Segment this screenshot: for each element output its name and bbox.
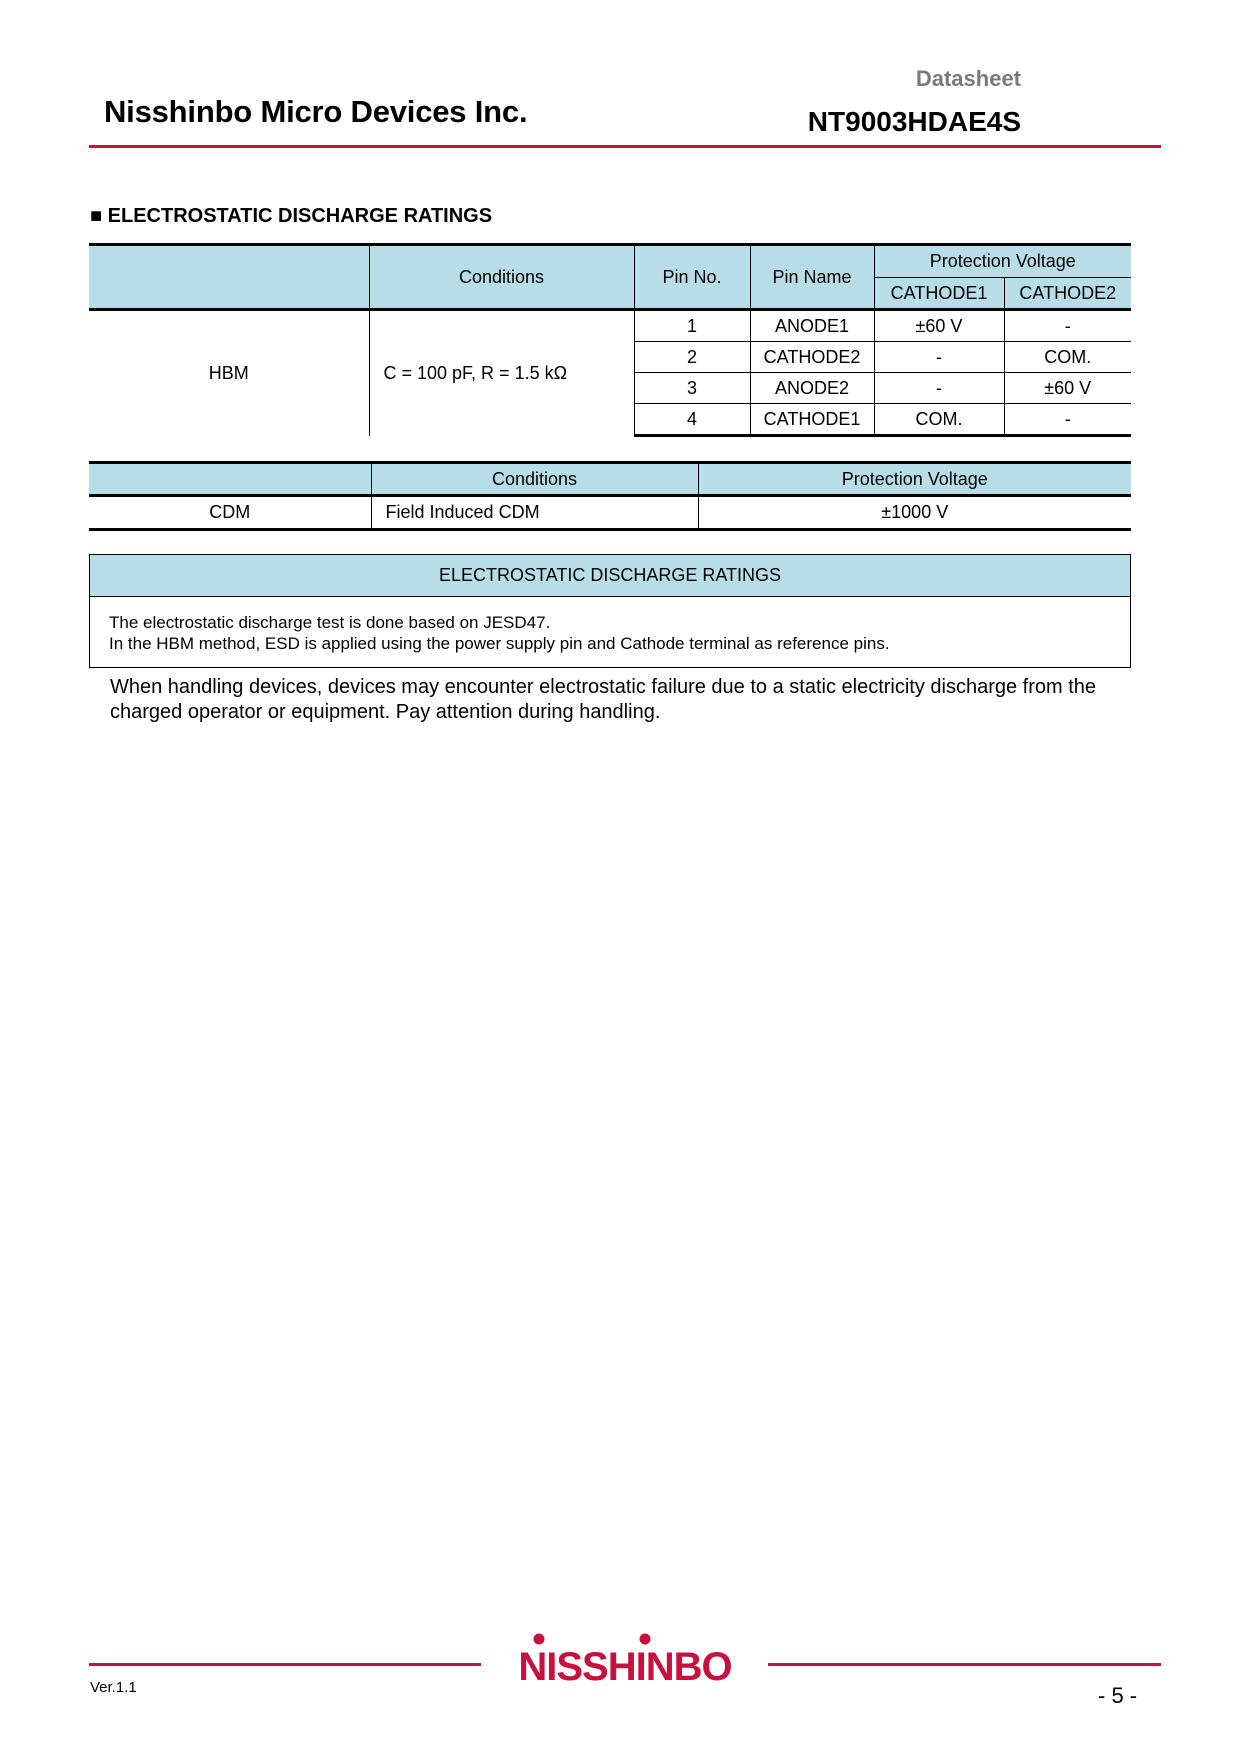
header-pin-no: Pin No. [634, 245, 750, 310]
nisshinbo-logo [515, 1630, 735, 1686]
handling-line: When handling devices, devices may encounter electrostatic failure due to a static electricity discharge from the [110, 676, 1097, 698]
header-blank-cell [89, 463, 371, 496]
header-conditions: Conditions [369, 245, 634, 310]
pin-no-cell: 3 [634, 373, 750, 404]
part-number: NT9003HDAE4S [807, 106, 1021, 137]
handling-line: charged operator or equipment. Pay attention during handling. [110, 701, 661, 723]
pin-no-cell: 4 [634, 404, 750, 436]
version-label: Ver.1.1 [90, 1679, 137, 1696]
header-protection-voltage: Protection Voltage [874, 245, 1131, 278]
header-pin-name: Pin Name [750, 245, 874, 310]
logo-text: NISSHINBO [518, 1645, 732, 1686]
pin-no-cell: 2 [634, 342, 750, 373]
cdm-conditions-cell: Field Induced CDM [371, 496, 698, 530]
company-name: Nisshinbo Micro Devices Inc. [104, 94, 528, 129]
header-cathode2: CATHODE2 [1004, 278, 1131, 310]
esd-note-box [89, 554, 1131, 668]
cathode2-cell: - [1004, 404, 1131, 436]
footer-divider-right [768, 1663, 1161, 1666]
hbm-conditions-cell: C = 100 pF, R = 1.5 kΩ [369, 310, 634, 436]
handling-paragraph [110, 675, 1150, 725]
cathode1-cell: - [874, 342, 1004, 373]
header-blank-cell [89, 245, 369, 310]
hbm-model-cell: HBM [89, 310, 369, 436]
cathode2-cell: COM. [1004, 342, 1131, 373]
header-divider [89, 145, 1161, 148]
header-conditions: Conditions [371, 463, 698, 496]
header-protection-voltage: Protection Voltage [698, 463, 1131, 496]
footer-divider-left [89, 1663, 481, 1666]
pin-name-cell: ANODE2 [750, 373, 874, 404]
header-cathode1: CATHODE1 [874, 278, 1004, 310]
note-body [90, 597, 1130, 654]
cdm-voltage-cell: ±1000 V [698, 496, 1131, 530]
hbm-esd-table [89, 243, 1131, 437]
table-row [89, 496, 1131, 530]
page-number: - 5 - [1098, 1683, 1138, 1708]
cathode2-cell: - [1004, 310, 1131, 342]
document-type-label: Datasheet [915, 66, 1021, 91]
cathode1-cell: ±60 V [874, 310, 1004, 342]
pin-name-cell: ANODE1 [750, 310, 874, 342]
cathode2-cell: ±60 V [1004, 373, 1131, 404]
pin-name-cell: CATHODE2 [750, 342, 874, 373]
note-title: ELECTROSTATIC DISCHARGE RATINGS [90, 555, 1130, 597]
cathode1-cell: COM. [874, 404, 1004, 436]
note-line: In the HBM method, ESD is applied using the power supply pin and Cathode terminal as reference pins. [109, 634, 890, 653]
table-row [89, 310, 1131, 342]
note-line: The electrostatic discharge test is done based on JESD47. [109, 613, 551, 632]
pin-name-cell: CATHODE1 [750, 404, 874, 436]
cdm-model-cell: CDM [89, 496, 371, 530]
pin-no-cell: 1 [634, 310, 750, 342]
cathode1-cell: - [874, 373, 1004, 404]
section-title: ■ ELECTROSTATIC DISCHARGE RATINGS [90, 205, 493, 227]
cdm-esd-table [89, 461, 1131, 531]
